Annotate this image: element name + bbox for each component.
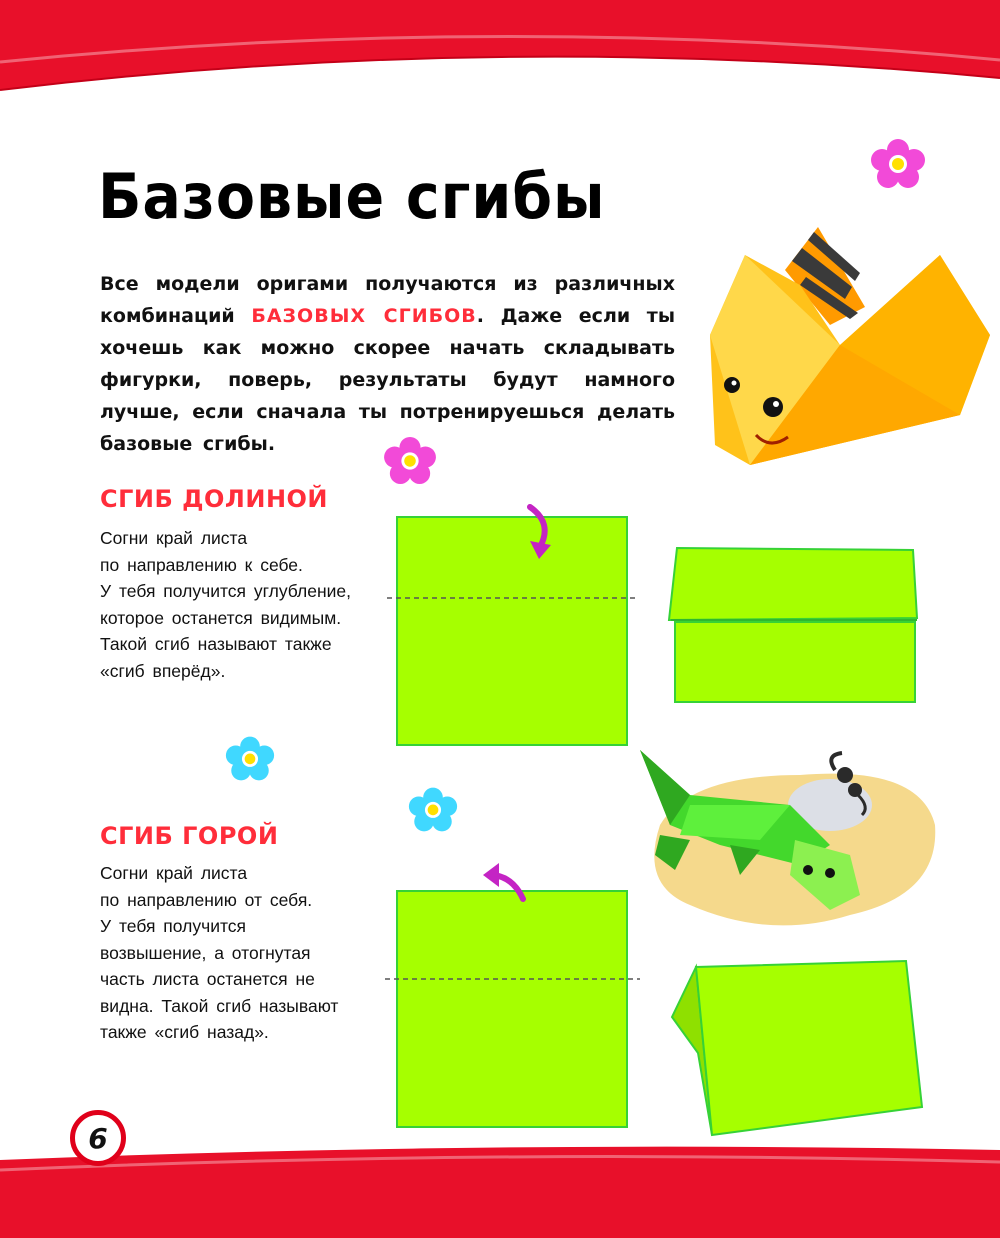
valley-fold-line: «сгиб вперёд». bbox=[100, 660, 226, 681]
valley-fold-line: которое останется видимым. bbox=[100, 607, 342, 628]
mountain-fold-line: видна. Такой сгиб называют bbox=[100, 995, 339, 1016]
intro-paragraph bbox=[100, 268, 675, 460]
mountain-fold-heading: СГИБ ГОРОЙ bbox=[100, 822, 279, 850]
origami-crocodile-icon bbox=[630, 745, 950, 945]
valley-fold-line: Согни край листа bbox=[100, 528, 248, 548]
mountain-fold-sheet-diagram bbox=[385, 855, 645, 1135]
mountain-fold-line: также «сгиб назад». bbox=[100, 1022, 269, 1042]
flower-blue-icon bbox=[225, 735, 275, 781]
valley-fold-line: по направлению к себе. bbox=[100, 554, 303, 575]
mountain-fold-result-diagram bbox=[668, 955, 928, 1140]
mountain-fold-line: Согни край листа bbox=[100, 863, 248, 883]
flower-blue-icon bbox=[408, 786, 458, 832]
origami-crown-icon bbox=[690, 215, 990, 475]
flower-pink-icon bbox=[383, 436, 437, 484]
page-number: 6 bbox=[70, 1110, 126, 1166]
valley-fold-result-diagram bbox=[665, 540, 925, 710]
valley-fold-sheet-diagram bbox=[385, 495, 645, 755]
mountain-fold-line: У тебя получится bbox=[100, 916, 247, 936]
mountain-fold-line: возвышение, а отогнутая bbox=[100, 942, 311, 963]
valley-fold-text bbox=[100, 525, 351, 684]
mountain-fold-line: по направлению от себя. bbox=[100, 889, 313, 910]
mountain-fold-text bbox=[100, 860, 338, 1046]
page-title: Базовые сгибы bbox=[98, 160, 606, 233]
valley-fold-line: У тебя получится углубление, bbox=[100, 581, 352, 601]
intro-text-part2: . Даже если ты хочешь как можно скорее начать складывать фигурки, поверь, результаты будут намного лучше, если сначала ты потренируешься делать базовые сгибы. bbox=[100, 305, 676, 455]
valley-fold-line: Такой сгиб называют также bbox=[100, 634, 332, 654]
mountain-fold-line: часть листа останется не bbox=[100, 969, 315, 989]
flower-pink-icon bbox=[870, 138, 926, 188]
header-band bbox=[0, 0, 1000, 110]
intro-text-part1: Все модели оригами получаются из различных комбинаций bbox=[100, 273, 675, 327]
valley-fold-heading: СГИБ ДОЛИНОЙ bbox=[100, 485, 329, 513]
intro-highlight: БАЗОВЫХ СГИБОВ bbox=[251, 305, 477, 327]
footer-band bbox=[0, 1140, 1000, 1238]
